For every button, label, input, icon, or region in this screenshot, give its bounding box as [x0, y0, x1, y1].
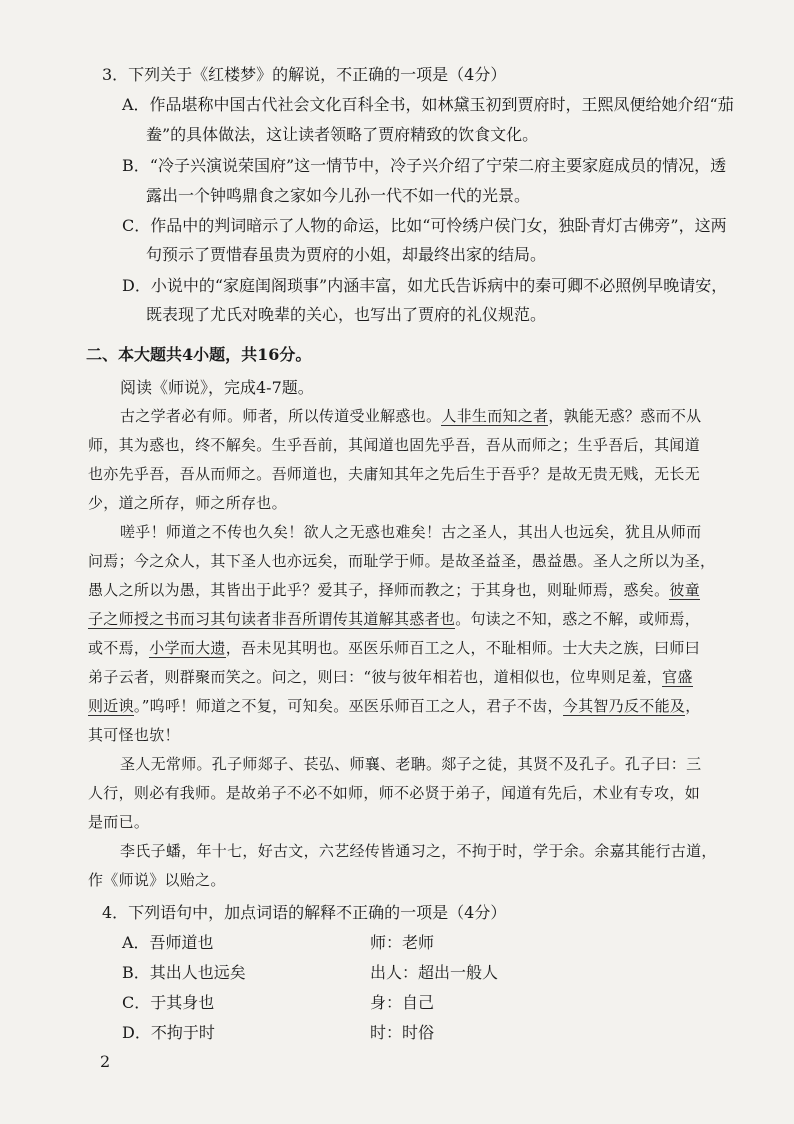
passage-p2-line6: [88, 666, 693, 687]
passage-p1-line3: 也亦先乎吾，吾从而师之。吾师道也，夫庸知其年之先后生于吾乎？是故无贵无贱，无长无: [88, 465, 701, 483]
passage-p3-line3: 是而已。: [88, 813, 150, 831]
q3-option-a-line2: 鲞”的具体做法，这让读者领略了贾府精致的饮食文化。: [146, 125, 539, 144]
q4-option-d-gloss: 时：时俗: [370, 1023, 435, 1042]
underlined-phrase: 官盛: [662, 668, 693, 686]
passage-p3-line2: 人行，则必有我师。是故弟子不必不如师，师不必贤于弟子，闻道有先后，术业有专攻，如: [88, 784, 701, 802]
passage-p1-line2: 师，其为惑也，终不解矣。生乎吾前，其闻道也固先乎吾，吾从而师之；生乎吾后，其闻道: [88, 436, 701, 454]
q3-option-a-line1: A．作品堪称中国古代社会文化百科全书，如林黛玉初到贾府时，王熙凤便给她介绍“茄: [122, 95, 734, 114]
passage-text: 。句读之不知，惑之不解，或师焉，: [455, 610, 701, 628]
passage-text: 或不焉，: [88, 639, 150, 657]
question-4-stem: 4．下列语句中，加点词语的解释不正确的一项是（4分）: [102, 903, 507, 922]
q4-option-a-text: A．吾师道也: [122, 933, 214, 952]
underlined-phrase: 人非生而知之者: [441, 407, 549, 425]
passage-p2-line1: 嗟乎！师道之不传也久矣！欲人之无惑也难矣！古之圣人，其出人也远矣，犹且从师而: [120, 523, 702, 541]
q3-option-b-line2: 露出一个钟鸣鼎食之家如今儿孙一代不如一代的光景。: [146, 186, 531, 205]
underlined-phrase: 则近谀: [88, 697, 134, 715]
passage-p2-line5: [88, 637, 700, 658]
passage-text: 。”呜呼！师道之不复，可知矣。巫医乐师百工之人，君子不齿，: [133, 697, 563, 715]
passage-p1-line1: [120, 405, 701, 426]
passage-text: 弟子云者，则群聚而笑之。问之，则曰：“彼与彼年相若也，道相似也，位卑则足羞，: [88, 668, 663, 686]
passage-p2-line7: [88, 695, 701, 716]
q3-option-c-line1: C．作品中的判词暗示了人物的命运，比如“可怜绣户侯门女，独卧青灯古佛旁”，这两: [122, 216, 727, 235]
q4-option-c-text: C．于其身也: [122, 993, 215, 1012]
passage-text: 愚人之所以为愚，其皆出于此乎？爱其子，择师而教之；于其身也，则耻师焉，惑矣。: [88, 581, 670, 599]
q4-option-d-text: D．不拘于时: [122, 1023, 215, 1042]
underlined-phrase: 子之师授之书而习其句读者非吾所谓传其道解其惑者也: [88, 610, 456, 628]
q4-option-c-gloss: 身：自己: [370, 993, 435, 1012]
section-2-heading: 二、本大题共4小题，共16分。: [86, 345, 312, 364]
passage-text: 古之学者必有师。师者，所以传道受业解惑也。: [120, 407, 442, 425]
q3-option-c-line2: 句预示了贾惜春虽贵为贾府的小姐，却最终出家的结局。: [146, 245, 547, 264]
page-number: 2: [100, 1052, 111, 1071]
passage-p2-line2: 问焉；今之众人，其下圣人也亦远矣，而耻学于师。是故圣益圣，愚益愚。圣人之所以为圣，: [88, 552, 716, 570]
question-3-stem: 3．下列关于《红楼梦》的解说，不正确的一项是（4分）: [102, 65, 507, 84]
passage-text: ，: [685, 697, 701, 715]
q4-option-b-text: B．其出人也远矣: [122, 963, 246, 982]
passage-p2-line8: 其可怪也欤！: [88, 726, 180, 744]
q3-option-d-line1: D．小说中的“家庭闺阁琐事”内涵丰富，如尤氏告诉病中的秦可卿不必照例早晚请安，: [122, 276, 728, 295]
passage-text: ，吾未见其明也。巫医乐师百工之人，不耻相师。士大夫之族，曰师曰: [225, 639, 701, 657]
underlined-phrase: 今其智乃反不能及: [562, 697, 686, 715]
passage-p4-line2: 作《师说》以贻之。: [88, 871, 226, 889]
q4-option-a-gloss: 师：老师: [370, 933, 435, 952]
passage-p1-line4: 少，道之所存，师之所存也。: [88, 494, 287, 512]
section-2-intro: 阅读《师说》，完成4-7题。: [120, 378, 314, 397]
underlined-phrase: 彼童: [669, 581, 701, 599]
passage-p2-line3: [88, 579, 700, 600]
q3-option-d-line2: 既表现了尤氏对晚辈的关心，也写出了贾府的礼仪规范。: [146, 305, 547, 324]
q4-option-b-gloss: 出人：超出一般人: [370, 963, 499, 982]
q3-option-b-line1: B．“冷子兴演说荣国府”这一情节中，冷子兴介绍了宁荣二府主要家庭成员的情况，透: [122, 156, 727, 175]
passage-p3-line1: 圣人无常师。孔子师郯子、苌弘、师襄、老聃。郯子之徒，其贤不及孔子。孔子曰：三: [120, 755, 702, 773]
underlined-phrase: 小学而大遗: [149, 639, 226, 657]
passage-p2-line4: [88, 608, 700, 629]
passage-text: ，孰能无惑？惑而不从: [548, 407, 702, 425]
passage-p4-line1: 李氏子蟠，年十七，好古文，六艺经传皆通习之，不拘于时，学于余。余嘉其能行古道，: [120, 842, 717, 860]
